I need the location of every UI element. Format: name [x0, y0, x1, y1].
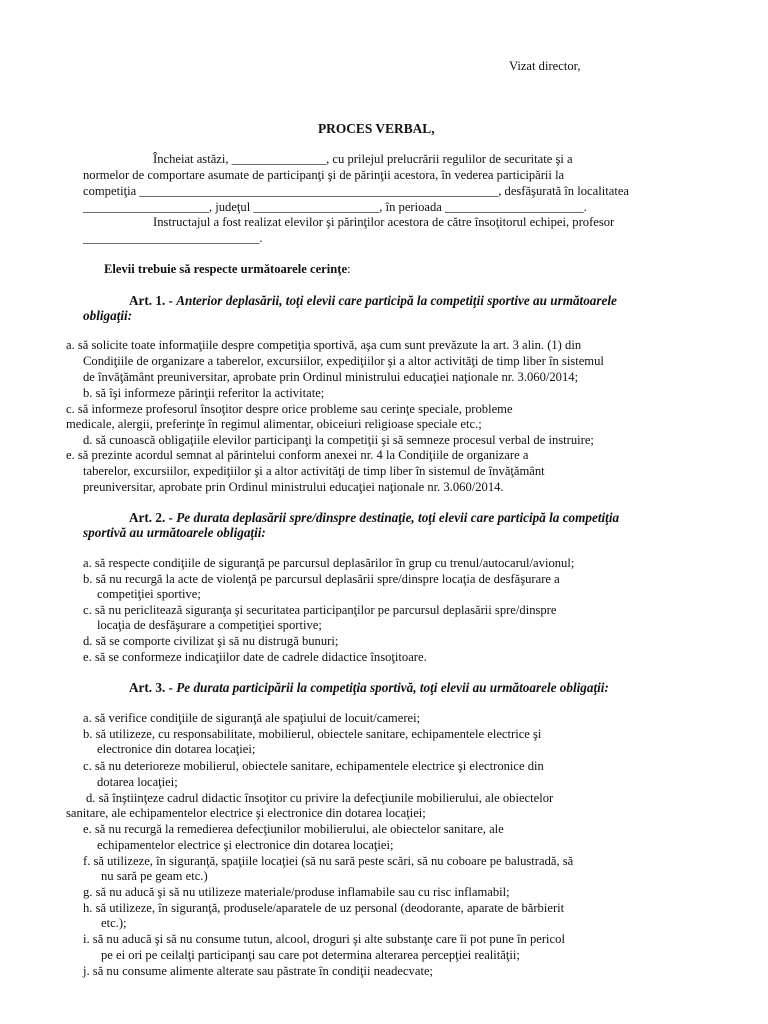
list-item: sanitare, ale echipamentelor electrice şi electronice din dotarea locaţiei; [66, 806, 426, 820]
list-item: d. să înştiinţeze cadrul didactic însoţitor cu privire la defecţiunile mobilierului, ale obiectelor [86, 791, 554, 805]
list-item: preuniversitar, aprobate prin Ordinul ministrului educaţiei naţionale nr. 3.060/2014. [83, 480, 504, 494]
list-item: c. să nu deterioreze mobilierul, obiectele sanitare, echipamentele electrice şi electronice din [83, 759, 544, 773]
list-item: de învăţământ preuniversitar, aprobate prin Ordinul ministrului educaţiei naţionale nr. 3.060/2014; [83, 370, 579, 384]
intro-line: Încheiat astăzi, _______________, cu prilejul prelucrării regulilor de securitate şi a [153, 152, 573, 166]
list-item: b. să îşi informeze părinţii referitor la activitate; [83, 386, 325, 400]
article-2-title-cont: sportivă au următoarele obligaţii: [83, 525, 266, 540]
article-1-label: Art. 1. - [129, 293, 173, 308]
list-item: pe ei ori pe ceilalţi participanţi sau care pot determina alterarea percepţiei realităţii; [101, 948, 520, 962]
list-item: d. să cunoască obligaţiile elevilor participanţi la competiţii şi să semneze procesul verbal de instruire; [83, 433, 594, 447]
list-item: g. să nu aducă şi să nu utilizeze materiale/produse inflamabile sau cu risc inflamabil; [83, 885, 510, 899]
list-item: competiţiei sportive; [97, 587, 201, 601]
list-item: c. să informeze profesorul însoţitor despre orice probleme sau cerinţe speciale, probleme [66, 402, 513, 416]
list-item: locaţia de desfăşurare a competiţiei sportive; [97, 618, 322, 632]
list-item: electronice din dotarea locaţiei; [97, 742, 256, 756]
article-1-title-cont: obligaţii: [83, 308, 133, 323]
list-item: f. să utilizeze, în siguranţă, spaţiile locaţiei (să nu sară peste scări, să nu coboare pe balustradă, să [83, 854, 574, 868]
intro-line: ____________________, judeţul ____________________, în perioada ______________________. [83, 200, 587, 214]
article-3-heading [129, 680, 609, 697]
document-title: PROCES VERBAL, [318, 121, 435, 136]
intro-line: competiţia _________________________________________________________, desfăşurată în localitatea [83, 184, 629, 198]
list-item: b. să utilizeze, cu responsabilitate, mobilierul, obiectele sanitare, echipamentele electrice şi [83, 727, 542, 741]
article-3-label: Art. 3. - [129, 680, 173, 695]
intro-line: normelor de comportare asumate de participanţi şi de părinţii acestora, în vederea participării la [83, 168, 565, 182]
article-1-title: Anterior deplasării, toţi elevii care participă la competiţii sportive au următoarele [176, 293, 617, 308]
list-item: a. să solicite toate informaţiile despre competiţia sportivă, aşa cum sunt prevăzute la art. 3 alin. (1) din [66, 338, 582, 352]
list-item: medicale, alergii, preferinţe în regimul alimentar, obiceiuri religioase speciale etc.; [66, 417, 482, 431]
list-item: dotarea locaţiei; [97, 775, 178, 789]
list-item: a. să respecte condiţiile de siguranţă pe parcursul deplasărilor în grup cu trenul/autocarul/avionul; [83, 556, 575, 570]
list-item: a. să verifice condiţiile de siguranţă ale spaţiului de locuit/camerei; [83, 711, 421, 725]
list-item: Condiţiile de organizare a taberelor, excursiilor, expediţiilor şi a altor activităţi de timp liber în sistemul [83, 354, 604, 368]
list-item: e. să se conformeze indicaţiilor date de cadrele didactice însoţitoare. [83, 650, 427, 664]
list-item: j. să nu consume alimente alterate sau păstrate în condiţii neadecvate; [83, 964, 434, 978]
intro-line: ____________________________. [83, 231, 263, 245]
list-item: e. să prezinte acordul semnat al părintelui conform anexei nr. 4 la Condiţiile de organizare a [66, 448, 529, 462]
list-item: h. să utilizeze, în siguranţă, produsele/aparatele de uz personal (deodorante, aparate de bărbierit [83, 901, 565, 915]
article-3-title: Pe durata participării la competiţia sportivă, toţi elevii au următoarele obligaţii: [176, 680, 609, 695]
list-item: echipamentelor electrice şi electronice din dotarea locaţiei; [97, 838, 394, 852]
intro-line: Instructajul a fost realizat elevilor şi părinţilor acestora de către însoţitorul echipei, profesor [153, 215, 615, 229]
list-item: i. să nu aducă şi să nu consume tutun, alcool, droguri şi alte substanţe care îi pot pune în pericol [83, 932, 565, 946]
requirements-heading-text: Elevii trebuie să respecte următoarele cerinţe [104, 262, 348, 276]
list-item: nu sară pe geam etc.) [101, 869, 208, 883]
list-item: b. să nu recurgă la acte de violenţă pe parcursul deplasării spre/dinspre locaţia de desfăşurare a [83, 572, 560, 586]
article-1-heading [129, 293, 617, 310]
director-visa: Vizat director, [509, 59, 581, 73]
article-2-label: Art. 2. - [129, 510, 173, 525]
list-item: c. să nu periclitează siguranţa şi securitatea participanţilor pe parcursul deplasării spre/dinspre [83, 603, 557, 617]
requirements-heading [104, 262, 351, 278]
requirements-heading-colon: : [347, 262, 351, 276]
list-item: etc.); [101, 916, 127, 930]
list-item: d. să se comporte civilizat şi să nu distrugă bunuri; [83, 634, 339, 648]
list-item: e. să nu recurgă la remedierea defecţiunilor mobilierului, ale obiectelor sanitare, ale [83, 822, 504, 836]
list-item: taberelor, excursiilor, expediţiilor şi a altor activităţi de timp liber în sistemul de învăţământ [83, 464, 545, 478]
article-2-title: Pe durata deplasării spre/dinspre destinaţie, toţi elevii care participă la competiţia [176, 510, 620, 525]
